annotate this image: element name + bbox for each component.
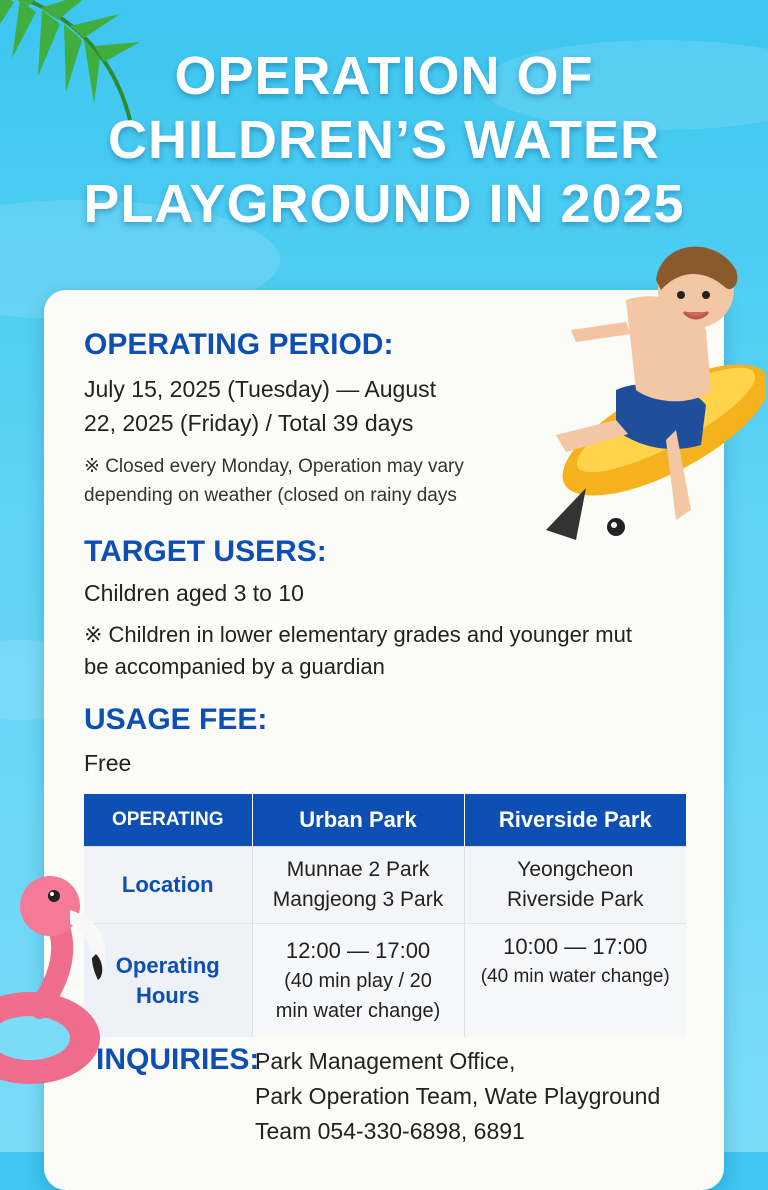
row-label: Location [84, 847, 252, 924]
cell-line: (40 min play / 20 [284, 969, 432, 992]
cell-line: Munnae 2 Park [286, 858, 430, 881]
child-on-float-illustration [516, 230, 766, 575]
table-row [84, 924, 686, 1038]
cell-line: 10:00 — 17:00 [503, 934, 648, 959]
usage-fee-heading: USAGE FEE: [84, 703, 268, 736]
title-line: PLAYGROUND IN 2025 [83, 174, 685, 234]
table-cell [252, 847, 464, 924]
operating-period-note: depending on weather (closed on rainy days [84, 485, 457, 506]
cell-line: Mangjeong 3 Park [272, 888, 444, 911]
target-users-text: Children aged 3 to 10 [84, 580, 304, 606]
operations-table [84, 794, 686, 1037]
row-label-line: Hours [135, 982, 200, 1008]
inquiries-label: INQUIRIES: [96, 1043, 260, 1076]
usage-fee-text: Free [84, 750, 132, 776]
target-users-note: be accompanied by a guardian [84, 654, 385, 679]
target-users-note: ※ Children in lower elementary grades and younger mut [84, 622, 632, 647]
table-cell [252, 924, 464, 1038]
operating-period-heading: OPERATING PERIOD: [84, 328, 394, 361]
page-title [0, 44, 768, 236]
inquiries-line: Park Operation Team, Wate Playground [255, 1083, 661, 1109]
cell-line: Yeongcheon [517, 858, 634, 881]
table-header: OPERATING [84, 794, 252, 847]
table-cell [464, 847, 686, 924]
cell-line: min water change) [275, 999, 441, 1022]
table-cell [464, 924, 686, 1038]
title-line: OPERATION OF [174, 46, 594, 106]
row-label-line: Operating [115, 952, 220, 978]
inquiries-line: Park Management Office, [255, 1048, 516, 1074]
table-header: Urban Park [252, 794, 464, 847]
table-row [84, 847, 686, 924]
table-header: Riverside Park [464, 794, 686, 847]
cell-line: 12:00 — 17:00 [285, 937, 431, 963]
operating-period-line: 22, 2025 (Friday) / Total 39 days [84, 410, 414, 436]
inquiries-line: Team 054-330-6898, 6891 [255, 1118, 525, 1144]
cell-line: (40 min water change) [480, 966, 670, 987]
operating-period-line: July 15, 2025 (Tuesday) — August [84, 376, 437, 402]
cell-line: Riverside Park [506, 888, 644, 911]
inquiries-text [255, 1044, 695, 1149]
title-line: CHILDREN’S WATER [108, 110, 660, 170]
target-users-heading: TARGET USERS: [84, 535, 327, 568]
operating-period-note: ※ Closed every Monday, Operation may vary [84, 456, 464, 477]
